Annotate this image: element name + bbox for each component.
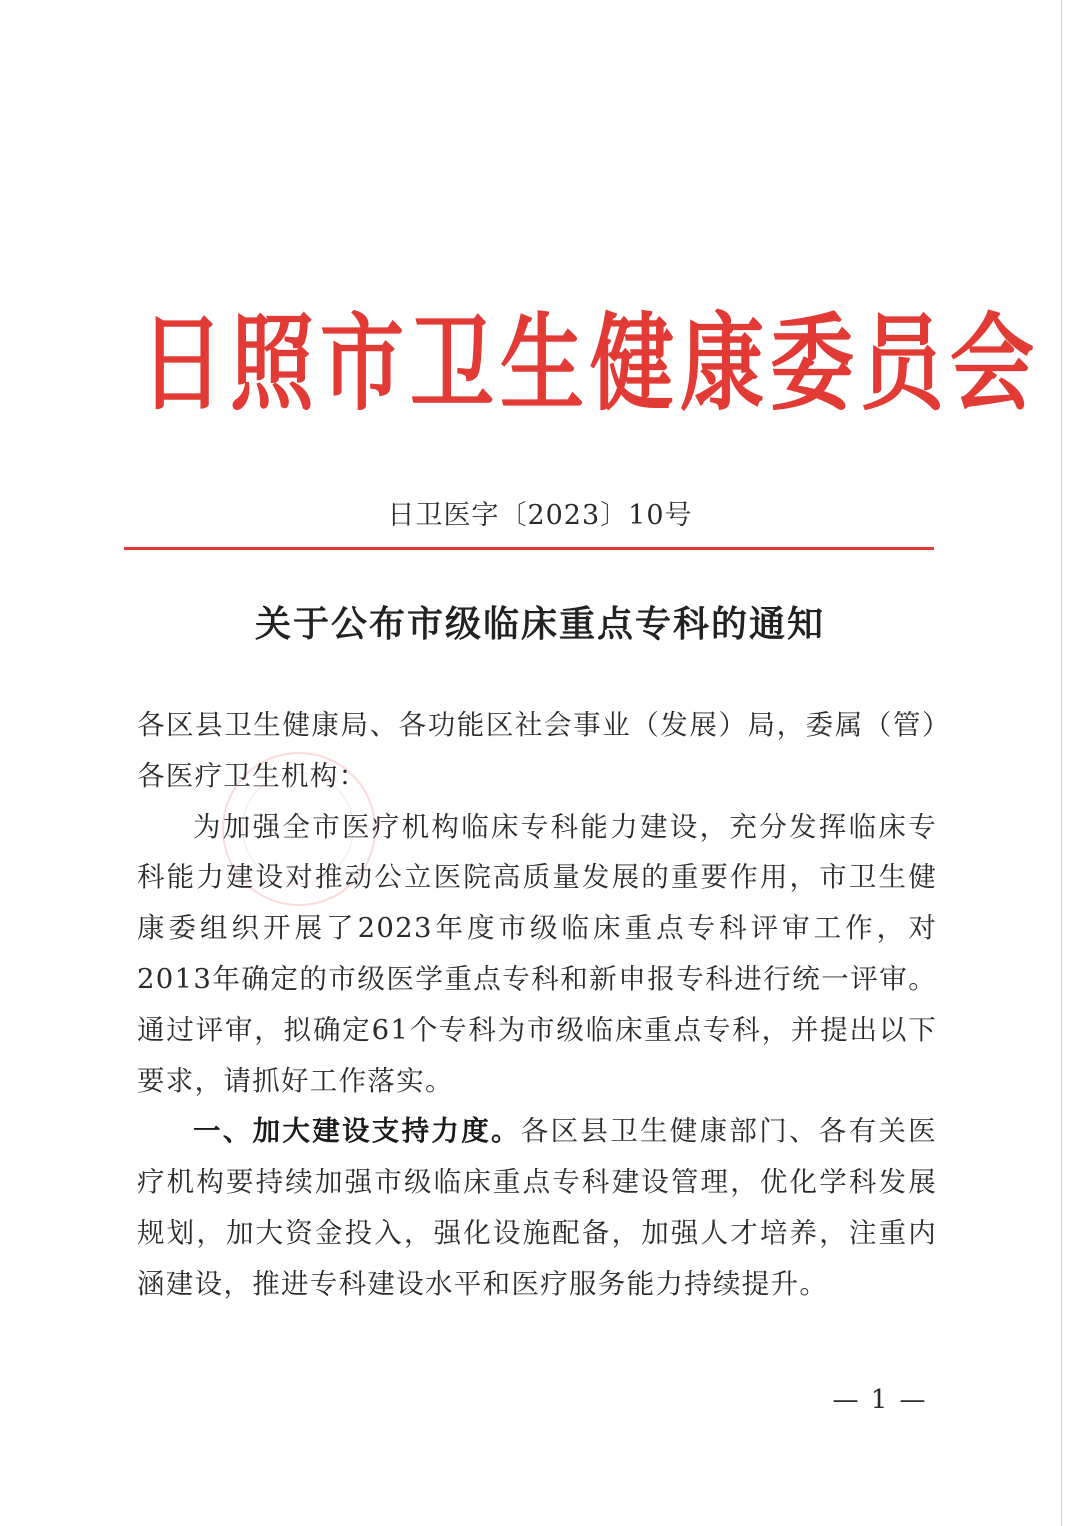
section-1-text: 各区县卫生健康部门、各有关医疗机构要持续加强市级临床重点专科建设管理，优化学科发展规划，加大资金投入，强化设施配备，加强人才培养，注重内涵建设，推进专科建设水平和医疗服务能力持续提升。 [137,1115,937,1300]
paragraph-section-1 [137,1106,937,1309]
document-number: 日卫医字〔2023〕10号 [387,500,693,531]
red-divider-line [124,547,934,550]
issuing-organization-header: 日照市卫生健康委员会 [140,302,1041,425]
salutation: 各区县卫生健康局、各功能区社会事业（发展）局，委属（管）各医疗卫生机构： [137,709,937,792]
scan-edge-line [1061,0,1062,1526]
document-title: 关于公布市级临床重点专科的通知 [254,603,825,645]
page-number: — 1 — [832,1385,928,1415]
section-1-heading: 一、加大建设支持力度。 [193,1115,521,1148]
paragraph-intro: 为加强全市医疗机构临床专科能力建设，充分发挥临床专科能力建设对推动公立医院高质量发展的重要作用，市卫生健康委组织开展了2023年度市级临床重点专科评审工作，对2013年确定的市级医学重点专科和新申报专科进行统一评审。通过评审，拟确定61个专科为市级临床重点专科，并提出以下要求，请抓好工作落实。 [137,810,937,1097]
document-body [137,700,937,1310]
